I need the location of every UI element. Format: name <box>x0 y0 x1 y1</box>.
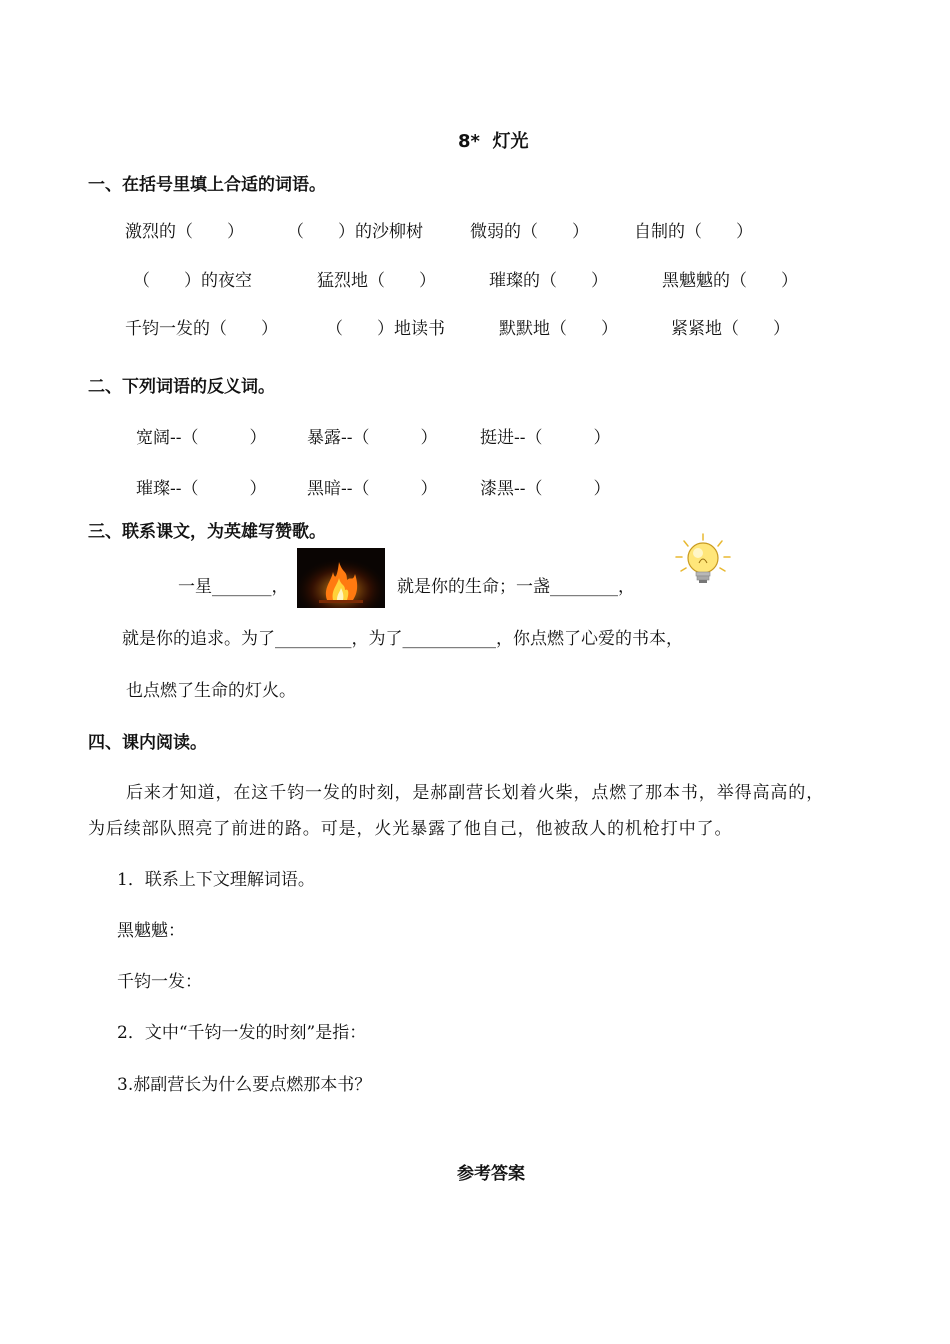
page-title: 8* 灯光 <box>458 131 529 152</box>
fill-item: 微弱的（ ） <box>470 222 589 242</box>
section-3-heading: 三、联系课文，为英雄写赞歌。 <box>88 522 326 542</box>
fill-item: 黑魆魆的（ ） <box>662 271 798 291</box>
question-1b: 千钧一发： <box>117 972 202 992</box>
fill-item: 自制的（ ） <box>634 222 753 242</box>
antonym-item: 挺进--（ ） <box>480 428 611 448</box>
question-1a: 黑魆魆： <box>117 921 185 941</box>
verse-line: 就是你的生命；一盏________， <box>397 577 635 597</box>
fill-item: （ ）的夜空 <box>133 271 252 291</box>
verse-line: 就是你的追求。为了_________，为了___________，你点燃了心爱的书本， <box>122 629 683 649</box>
verse-line: 也点燃了生命的灯火。 <box>126 681 296 701</box>
question-3: 3.郝副营长为什么要点燃那本书？ <box>117 1075 372 1095</box>
fill-item: 激烈的（ ） <box>125 222 244 242</box>
fill-item: 璀璨的（ ） <box>489 271 608 291</box>
fill-item: （ ）的沙柳树 <box>287 222 423 242</box>
verse-line: 一星_______， <box>178 577 289 597</box>
section-1-heading: 一、在括号里填上合适的词语。 <box>88 175 326 195</box>
antonym-item: 璀璨--（ ） <box>136 479 267 499</box>
passage-line: 后来才知道，在这千钧一发的时刻，是郝副营长划着火柴，点燃了那本书，举得高高的， <box>126 783 825 803</box>
antonym-item: 宽阔--（ ） <box>136 428 267 448</box>
section-2-heading: 二、下列词语的反义词。 <box>88 377 275 397</box>
fill-item: 默默地（ ） <box>499 319 618 339</box>
antonym-item: 漆黑--（ ） <box>480 479 611 499</box>
passage-line: 为后续部队照亮了前进的路。可是，火光暴露了他自己，他被敌人的机枪打中了。 <box>88 819 733 839</box>
light-bulb-image <box>672 533 734 591</box>
question-2: 2．文中“千钧一发的时刻”是指： <box>117 1023 367 1043</box>
question-1: 1．联系上下文理解词语。 <box>117 870 315 890</box>
section-4-heading: 四、课内阅读。 <box>88 733 207 753</box>
fill-item: 猛烈地（ ） <box>317 271 436 291</box>
fill-item: 紧紧地（ ） <box>671 319 790 339</box>
fire-image <box>297 548 385 608</box>
fill-item: （ ）地读书 <box>326 319 445 339</box>
antonym-item: 暴露--（ ） <box>307 428 438 448</box>
answers-heading: 参考答案 <box>457 1164 525 1184</box>
fill-item: 千钧一发的（ ） <box>125 319 278 339</box>
antonym-item: 黑暗--（ ） <box>307 479 438 499</box>
